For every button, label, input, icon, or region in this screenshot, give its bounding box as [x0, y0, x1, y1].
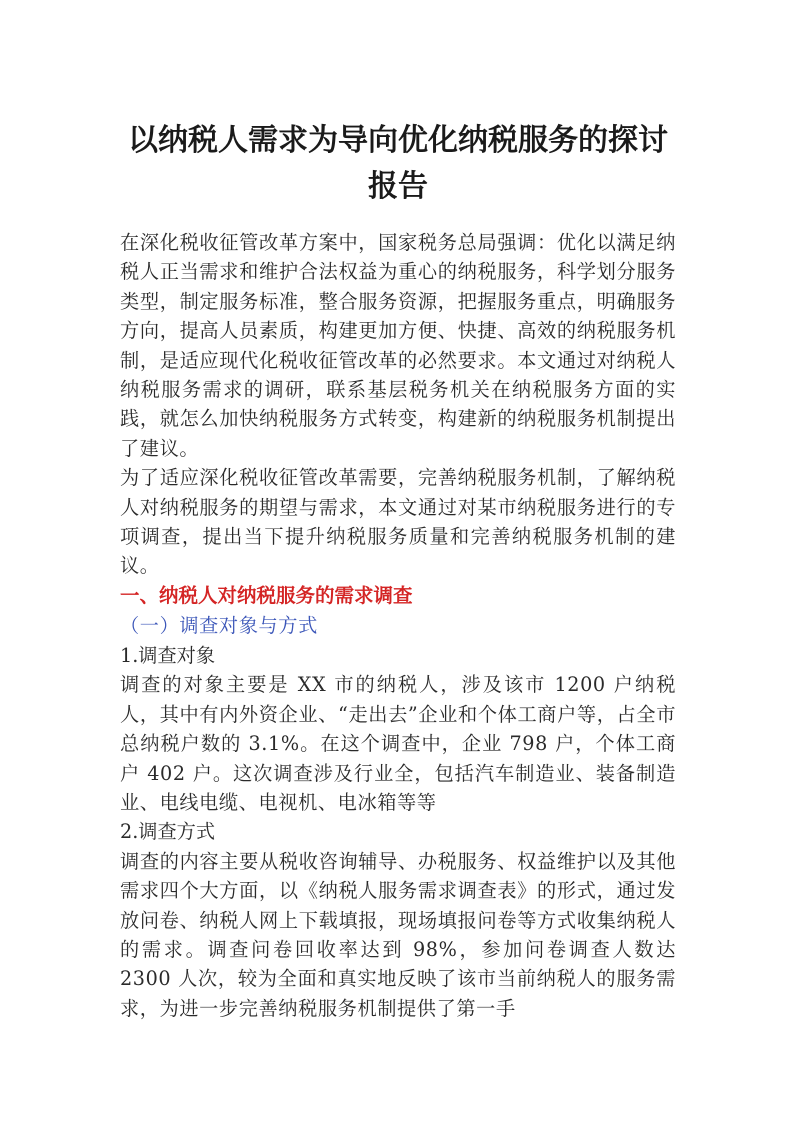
item-heading-survey-objects: 1.调查对象 [120, 643, 216, 667]
item-heading-survey-methods: 2.调查方式 [120, 820, 216, 844]
survey-objects-paragraph: 调查的对象主要是 XX 市的纳税人，涉及该市 1200 户纳税人，其中有内外资企业、“走出去”企业和个体工商户等，占全市总纳税户数的 3.1%。在这个调查中，企业 798 户，个体工商户 402 户。这次调查涉及行业全，包括汽车制造业、装备制造业、电线电缆、电视机、电冰箱等等 [120, 673, 676, 814]
document-body [120, 228, 676, 1023]
subsection-heading-1: （一）调查对象与方式 [120, 613, 318, 637]
section-heading-1: 一、纳税人对纳税服务的需求调查 [120, 583, 413, 607]
intro-paragraph-2: 为了适应深化税收征管改革需要，完善纳税服务机制，了解纳税人对纳税服务的期望与需求，本文通过对某市纳税服务进行的专项调查，提出当下提升纳税服务质量和完善纳税服务机制的建议。 [120, 466, 676, 578]
survey-methods-paragraph: 调查的内容主要从税收咨询辅导、办税服务、权益维护以及其他需求四个大方面，以《纳税人服务需求调查表》的形式，通过发放问卷、纳税人网上下载填报，现场填报问卷等方式收集纳税人的需求。调查问卷回收率达到 98%，参加问卷调查人数达 2300 人次，较为全面和真实地反映了该市当前纳税人的服务需求，为进一步完善纳税服务机制提供了第一手 [120, 849, 676, 1020]
document-title: 以纳税人需求为导向优化纳税服务的探讨报告 [128, 123, 668, 204]
intro-paragraph-1: 在深化税收征管改革方案中，国家税务总局强调：优化以满足纳税人正当需求和维护合法权益为重心的纳税服务，科学划分服务类型，制定服务标准，整合服务资源，把握服务重点，明确服务方向，提高人员素质，构建更加方便、快捷、高效的纳税服务机制，是适应现代化税收征管改革的必然要求。本文通过对纳税人纳税服务需求的调研，联系基层税务机关在纳税服务方面的实践，就怎么加快纳税服务方式转变，构建新的纳税服务机制提出了建议。 [120, 231, 676, 460]
